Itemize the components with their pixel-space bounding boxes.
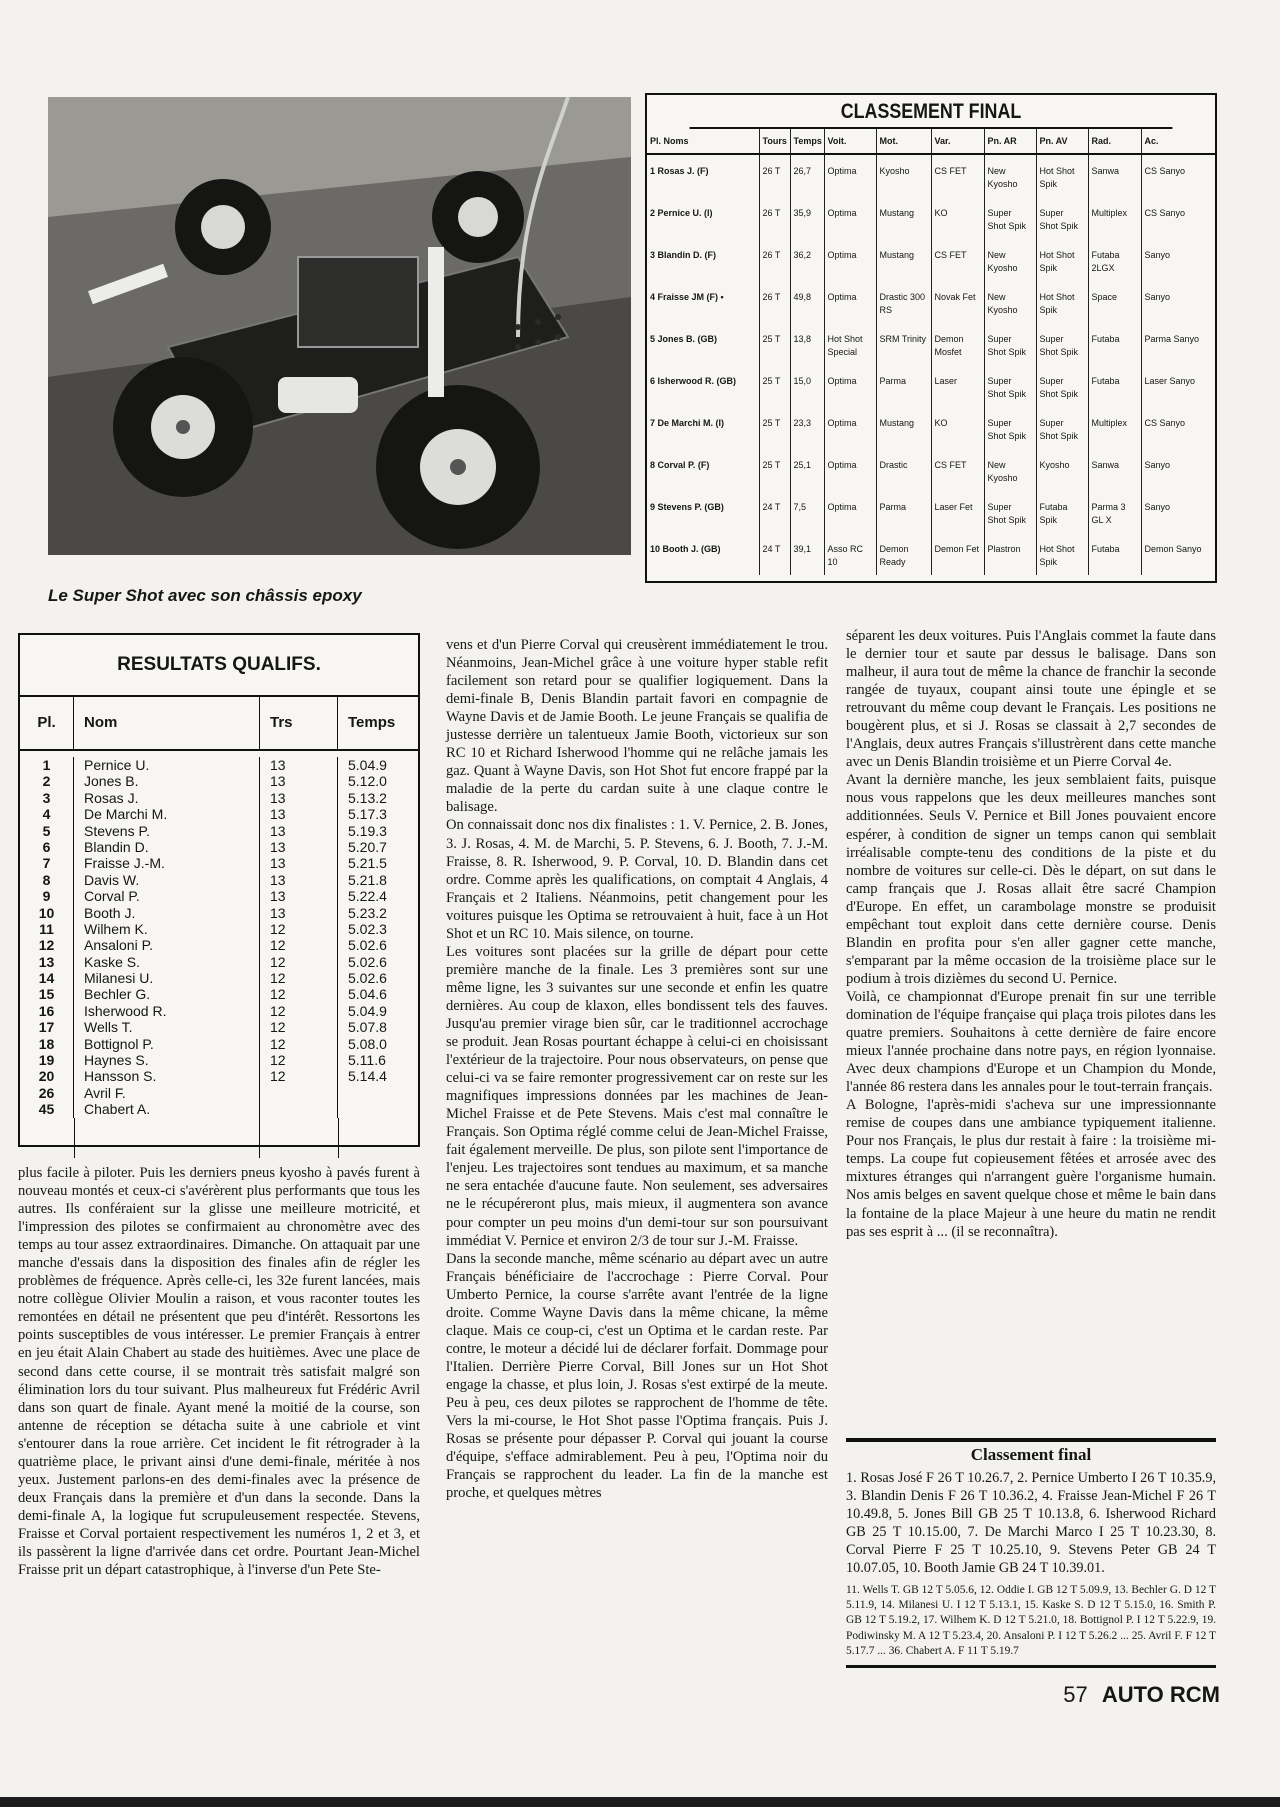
qualifs-row <box>20 855 418 871</box>
final-table-cell: Super Shot Spik <box>984 365 1036 407</box>
qualifs-cell: 12 <box>260 1052 338 1068</box>
article-paragraph: plus facile à piloter. Puis les derniers pneus kyosho à pavés furent à nouveau montés et ceux-ci s'avérèrent plus performants que tous les autres. Ils conféraient sur la glisse une meilleure motricité, et l'impression des pilotes se confirmaient au chronomètre avec des temps au tour assez extraordinaires. Dimanche. On attaquait par une manche d'essais dans la disposition des finales afin de régler les problèmes de fréquence. Après celle-ci, les 32e furent lancées, mais notre collègue Olivier Moulin a raison, et vous raconter toutes les remontées en détail ne présentent que peu d'intérêt. Ressortons les points susceptibles de vous intéresser. Le premier Français à entrer en jeu était Alain Chabert au stade des huitièmes. Avec une place de second dans cette course, il se montrait très satisfait malgré son élimination lors du tour suivant. Plus malheureux fut Frédéric Avril dans son quart de finale. Ayant mené la moitié de la course, son antenne de réception se détacha suite à une cabriole et vint s'entourer dans la roue arrière. Cet incident le fit rétrograder à la quatrième place, le privant ainsi d'une demi-finale, méritée à nos yeux. Justement parlons-en des demi-finales avec la présence de deux Français dans la première et d'un dans la seconde. Dans la demi-finale A, la logique fut scrupuleusement respectée. Stevens, Fraisse et Corval portaient respectivement les numéros 1, 2 et 3, et ils passèrent la ligne d'arrivée dans cet ordre. Pourtant Jean-Michel Fraisse prit un départ catastrophique, à l'inverse d'un Pete Ste- <box>18 1165 420 1579</box>
classement-final-box <box>846 1438 1216 1668</box>
final-header-row <box>647 129 1215 154</box>
qualifs-row <box>20 872 418 888</box>
final-table-cell: 25 T <box>759 365 790 407</box>
final-table-cell: Optima <box>824 365 876 407</box>
qualifs-cell: 5.22.4 <box>348 888 387 905</box>
qualifs-cell: 12 <box>260 1003 338 1019</box>
qualifs-row <box>20 1036 418 1052</box>
qualifs-row <box>20 954 418 970</box>
qualifs-header-cell: Trs <box>260 697 338 749</box>
final-table-cell: Super Shot Spik <box>1036 323 1088 365</box>
qualifs-cell: 18 <box>20 1036 74 1052</box>
qualifs-cell: 5 <box>20 823 74 839</box>
qualifs-cell: 5.14.4 <box>348 1068 387 1085</box>
final-table-cell: Sanyo <box>1144 250 1171 260</box>
qualifs-cell: 13 <box>260 790 338 806</box>
final-table-cell: New Kyosho <box>984 281 1036 323</box>
final-table-cell: Optima <box>824 491 876 533</box>
qualifs-cell: Corval P. <box>74 888 260 904</box>
final-table-cell: CS Sanyo <box>1144 208 1186 218</box>
final-table-cell: Mustang <box>876 239 931 281</box>
final-table-cell: 36,2 <box>790 239 824 281</box>
qualifs-cell: Haynes S. <box>74 1052 260 1068</box>
final-table-cell: 26,7 <box>790 154 824 197</box>
qualifs-cell: 3 <box>20 790 74 806</box>
final-table-cell: 5 Jones B. (GB) <box>647 323 759 365</box>
final-table-cell: KO <box>931 197 984 239</box>
final-header-cell: Ac. <box>1141 129 1215 154</box>
photo-caption: Le Super Shot avec son châssis epoxy <box>48 586 362 605</box>
qualifs-row <box>20 839 418 855</box>
qualifs-row <box>20 823 418 839</box>
qualifs-cell: 12 <box>260 1036 338 1052</box>
final-header-cell: Pl. Noms <box>647 129 759 154</box>
qualifs-header-cell: Nom <box>74 697 260 749</box>
final-results-grid <box>647 129 1215 575</box>
qualifs-cell: 45 <box>20 1101 74 1117</box>
qualifs-cell <box>338 1085 418 1101</box>
final-table-cell: Futaba <box>1088 323 1141 365</box>
qualifs-cell: 12 <box>260 1068 338 1084</box>
qualifs-cell: 12 <box>20 937 74 953</box>
qualifs-cell <box>260 1085 338 1101</box>
final-table-cell: KO <box>931 407 984 449</box>
final-table-cell: 25 T <box>759 407 790 449</box>
final-table-cell: Plastron <box>984 533 1036 575</box>
article-column-1 <box>18 1164 420 1579</box>
final-table-cell: 4 Fraisse JM (F) • <box>647 281 759 323</box>
qualifs-cell: Davis W. <box>74 872 260 888</box>
qualifs-cell: De Marchi M. <box>74 806 260 822</box>
qualifs-cell: 17 <box>20 1019 74 1035</box>
qualifs-cell: 5.23.2 <box>348 904 387 921</box>
qualifs-cell: 2 <box>20 773 74 789</box>
final-table-cell: Super Shot Spik <box>984 491 1036 533</box>
final-table-cell: 3 Blandin D. (F) <box>647 239 759 281</box>
qualifs-cell: 5.20.7 <box>348 838 387 855</box>
qualifs-cell <box>260 1101 338 1117</box>
qualifs-cell: Bechler G. <box>74 986 260 1002</box>
qualifs-cell: 9 <box>20 888 74 904</box>
qualifs-cell: 5.21.8 <box>348 871 387 888</box>
classement-final-table <box>645 93 1217 583</box>
qualifs-cell: 11 <box>20 921 74 937</box>
article-paragraph: Voilà, ce championnat d'Europe prenait fin sur une terrible domination de l'équipe française qui plaça trois pilotes dans les quatre premiers. Souhaitons à cette dernière de faire encore mieux l'année prochaine dans notre pays, en région lyonnaise. Avec deux champions d'Europe et un Champion du Monde, l'année 86 restera dans les annales pour le tout-terrain français. <box>846 988 1216 1096</box>
final-table-cell: 7,5 <box>790 491 824 533</box>
final-header-cell: Var. <box>931 129 984 154</box>
final-table-cell: Optima <box>824 197 876 239</box>
article-paragraph: Avant la dernière manche, les jeux semblaient faits, puisque nous vous rappelons que les deux meilleures manches sont additionnées. Seuls V. Pernice et Bill Jones pouvaient encore espérer, à condition de signer un temps canon qui semblait irréalisable compte-tenu des conditions de la piste et du nombre de voitures sur celle-ci. Dès le départ, on sut dans le camp français que J. Rosas allait être sacré Champion d'Europe. En effet, un carambolage monstre se produisit empêchant tout exploit dans cette dernière course. Denis Blandin en profita pour s'en aller gagner cette manche, s'emparant par la même occasion de la troisième place sur le podium à trois dizièmes du second U. Pernice. <box>846 772 1216 987</box>
final-table-cell: Super Shot Spik <box>1036 365 1088 407</box>
final-table-cell: 26 T <box>759 281 790 323</box>
final-table-row <box>647 281 1215 323</box>
qualifs-cell: 12 <box>260 986 338 1002</box>
final-table-cell: Hot Shot Spik <box>1036 533 1088 575</box>
qualifs-cell: 20 <box>20 1068 74 1084</box>
final-table-cell: Multiplex <box>1088 407 1141 449</box>
final-table-cell: Laser <box>931 365 984 407</box>
final-table-cell: Futaba Spik <box>1036 491 1088 533</box>
final-header-cell: Voit. <box>824 129 876 154</box>
qualifs-cell: 13 <box>260 839 338 855</box>
qualifs-cell: 5.04.9 <box>348 757 387 773</box>
qualifs-cell: 12 <box>260 1019 338 1035</box>
qualifs-cell: 13 <box>260 888 338 904</box>
final-table-cell: Optima <box>824 407 876 449</box>
qualifs-cell: 10 <box>20 905 74 921</box>
qualifs-cell: Rosas J. <box>74 790 260 806</box>
final-table-cell: Optima <box>824 449 876 491</box>
qualifs-cell: Jones B. <box>74 773 260 789</box>
qualifs-cell: 5.19.3 <box>348 822 387 839</box>
final-header-cell: Pn. AR <box>984 129 1036 154</box>
qualifs-cell: 19 <box>20 1052 74 1068</box>
final-table-cell: Kyosho <box>1036 449 1088 491</box>
final-table-row <box>647 491 1215 533</box>
final-table-cell: 24 T <box>759 533 790 575</box>
article-paragraph: séparent les deux voitures. Puis l'Anglais commet la faute dans le dernier tour et saute par dessus le balisage. Dans son malheur, il aura tout de même la chance de franchir la seconde rangée de tuyaux, coupant ainsi toute une épingle et se retrouvant du même coup devant le Français. Les positions ne bougèrent plus, et si J. Rosas se classait à 2,7 secondes de l'Anglais, deux autres Français s'illustrèrent dans cette manche avec un Denis Blandin troisième et un Pierre Corval 4e. <box>846 628 1216 771</box>
qualifs-row <box>20 1068 418 1084</box>
final-table-row <box>647 533 1215 575</box>
bottom-edge-strip <box>0 1797 1280 1807</box>
final-table-cell: CS FET <box>931 449 984 491</box>
final-table-cell: Optima <box>824 154 876 197</box>
final-table-cell: Sanwa <box>1088 449 1141 491</box>
final-table-cell: Novak Fet <box>931 281 984 323</box>
final-table-row <box>647 197 1215 239</box>
qualifs-cell: Pernice U. <box>74 757 260 773</box>
final-table-cell: SRM Trinity <box>876 323 931 365</box>
final-table-cell: 7 De Marchi M. (I) <box>647 407 759 449</box>
qualifs-cell: 5.11.6 <box>348 1052 386 1069</box>
final-table-cell: Sanyo <box>1144 460 1171 470</box>
final-table-cell: Sanwa <box>1088 154 1141 197</box>
qualifs-cell: 5.21.5 <box>348 855 387 872</box>
final-table-row <box>647 154 1215 197</box>
box-rule-bottom <box>846 1665 1216 1668</box>
final-table-cell: 6 Isherwood R. (GB) <box>647 365 759 407</box>
final-table-cell: Parma Sanyo <box>1144 334 1200 344</box>
qualifs-header-cell: Temps <box>348 714 396 731</box>
qualifs-row <box>20 905 418 921</box>
final-table-cell: 39,1 <box>790 533 824 575</box>
final-header-cell: Rad. <box>1088 129 1141 154</box>
qualifs-cell: 5.07.8 <box>348 1019 387 1036</box>
classement-box-small: 11. Wells T. GB 12 T 5.05.6, 12. Oddie I. GB 12 T 5.09.9, 13. Bechler G. D 12 T 5.11.9, 14. Milanesi U. I 12 T 5.13.1, 15. Kaske S. D 12 T 5.15.0, 16. Smith P. GB 12 T 5.19.2, 17. Wilhem K. D 12 T 5.21.0, 18. Bottignol P. I 12 T 5.22.9, 19. Podiwinsky M. A 12 T 5.23.4, 20. Ansaloni P. I 12 T 5.26.2 ... 25. Avril F. F 12 T 5.17.7 ... 36. Chabert A. F 11 T 5.19.7 <box>846 1584 1216 1657</box>
article-column-3 <box>846 627 1216 1241</box>
final-table-row <box>647 239 1215 281</box>
final-table-cell: 25 T <box>759 449 790 491</box>
qualifs-cell: 5.02.6 <box>348 937 387 954</box>
qualifs-cell: 5.17.3 <box>348 806 387 823</box>
final-table-cell: Futaba <box>1088 365 1141 407</box>
qualifs-empty-cell <box>20 1118 75 1158</box>
final-table-cell: 25,1 <box>790 449 824 491</box>
qualifs-cell: 5.04.6 <box>348 986 387 1003</box>
qualifs-row <box>20 1052 418 1068</box>
final-table-cell: Super Shot Spik <box>984 197 1036 239</box>
final-table-row <box>647 365 1215 407</box>
qualifs-title: RESULTATS QUALIFS. <box>20 635 418 697</box>
qualifs-cell: 13 <box>260 872 338 888</box>
qualifs-row <box>20 1085 418 1101</box>
article-paragraph: Les voitures sont placées sur la grille de départ pour cette première manche de la finale. Les 3 premières sont sur une même ligne, les 3 suivantes sur une seconde et enfin les quatre dernières. Au coup de klaxon, elles bondissent tels des fauves. Jusqu'au premier virage bien sûr, car le traditionnel accrochage se produit. Jean Rosas pourtant échappe à celui-ci en choisissant l'extérieur de la trajectoire. Pour nous observateurs, on pense que celui-ci va se faire remonter progressivement car on reste sur les magnifiques impressions données par les machines de Jean-Michel Fraisse et de Pete Stevens. Mais c'est mal connaître le Français. Son Optima réglé comme celui de Jean-Michel Fraisse, fait également merveille. De plus, son pilote sent l'importance de l'enjeu. Les trajectoires sont tendues au maximum, et sa manche ne sera entachée d'aucune faute. Non seulement, ses adversaires ne le récupéreront plus, mais mieux, il augmentera son avance pour compter un peu moins d'un demi-tour sur son poursuivant immédiat V. Pernice et environ 2/3 de tour sur J.-M. Fraisse. <box>446 943 828 1249</box>
qualifs-empty-cell <box>260 1118 338 1158</box>
magazine-brand: AUTO RCM <box>1101 1682 1220 1707</box>
qualifs-cell: 13 <box>260 806 338 822</box>
classement-box-title: Classement final <box>970 1445 1092 1464</box>
final-header-cell: Tours <box>759 129 790 154</box>
qualifs-cell: 13 <box>260 855 338 871</box>
qualifs-cell: 12 <box>260 921 338 937</box>
final-table-cell: Mustang <box>876 407 931 449</box>
qualifs-header-cell: Pl. <box>20 697 74 749</box>
buggy-photo <box>48 97 631 555</box>
final-table-cell: Demon Ready <box>876 533 931 575</box>
qualifs-cell: 13 <box>260 905 338 921</box>
final-header-cell: Pn. AV <box>1036 129 1088 154</box>
qualifs-cell: 5.08.0 <box>348 1035 387 1052</box>
final-table-cell: 10 Booth J. (GB) <box>647 533 759 575</box>
final-table-cell: 49,8 <box>790 281 824 323</box>
qualifs-cell: Blandin D. <box>74 839 260 855</box>
final-table-row <box>647 407 1215 449</box>
final-table-cell: Laser Fet <box>931 491 984 533</box>
qualifs-row <box>20 921 418 937</box>
final-table-cell: Hot Shot Spik <box>1036 154 1088 197</box>
qualifs-cell: Isherwood R. <box>74 1003 260 1019</box>
final-table-cell: Sanyo <box>1144 292 1171 302</box>
qualifs-cell: 14 <box>20 970 74 986</box>
qualifs-cell: 13 <box>260 773 338 789</box>
final-table-row <box>647 323 1215 365</box>
qualifs-cell: Ansaloni P. <box>74 937 260 953</box>
qualifs-body <box>20 751 418 1158</box>
final-table-cell: 26 T <box>759 154 790 197</box>
final-table-cell: Asso RC 10 <box>824 533 876 575</box>
qualifs-cell: Fraisse J.-M. <box>74 855 260 871</box>
qualifs-cell: 12 <box>260 970 338 986</box>
qualifs-cell: 5.04.9 <box>348 1002 387 1019</box>
qualifs-cell: 5.02.3 <box>348 920 387 937</box>
final-table-cell: Laser Sanyo <box>1144 376 1196 386</box>
final-table-cell: 24 T <box>759 491 790 533</box>
final-table-cell: Super Shot Spik <box>1036 197 1088 239</box>
qualifs-row <box>20 1101 418 1117</box>
final-table-cell: 1 Rosas J. (F) <box>647 154 759 197</box>
qualifs-empty-cell <box>339 1118 418 1158</box>
qualifs-cell: 16 <box>20 1003 74 1019</box>
final-table-cell: CS FET <box>931 154 984 197</box>
qualifs-cell: Stevens P. <box>74 823 260 839</box>
final-table-cell: New Kyosho <box>984 449 1036 491</box>
final-table-cell: Mustang <box>876 197 931 239</box>
qualifs-cell: 8 <box>20 872 74 888</box>
final-table-cell: 26 T <box>759 197 790 239</box>
final-table-cell: 9 Stevens P. (GB) <box>647 491 759 533</box>
final-table-cell: Demon Mosfet <box>931 323 984 365</box>
qualifs-row <box>20 970 418 986</box>
final-table-cell: Super Shot Spik <box>1036 407 1088 449</box>
qualifs-row <box>20 986 418 1002</box>
final-table-cell: Demon Sanyo <box>1144 544 1202 554</box>
qualifs-cell: 5.12.0 <box>348 773 387 790</box>
qualifs-cell: 13 <box>20 954 74 970</box>
qualifs-cell: Kaske S. <box>74 954 260 970</box>
qualifs-cell: Bottignol P. <box>74 1036 260 1052</box>
final-table-cell: Super Shot Spik <box>984 323 1036 365</box>
qualifs-cell: 13 <box>260 823 338 839</box>
qualifs-cell: 12 <box>260 937 338 953</box>
resultats-qualifs-table <box>18 633 420 1147</box>
qualifs-cell: 4 <box>20 806 74 822</box>
final-table-cell: CS Sanyo <box>1144 418 1186 428</box>
classement-final-title: CLASSEMENT FINAL <box>690 95 1173 129</box>
qualifs-cell: 26 <box>20 1085 74 1101</box>
final-table-cell: Futaba 2LGX <box>1088 239 1141 281</box>
final-table-cell: Demon Fet <box>931 533 984 575</box>
final-table-cell: 25 T <box>759 323 790 365</box>
final-table-cell: 2 Pernice U. (I) <box>647 197 759 239</box>
article-paragraph: Dans la seconde manche, même scénario au départ avec un autre Français bénéficiaire de l'accrochage : Pierre Corval. Pour Umberto Pernice, la course s'arrête avant l'entrée de la ligne droite. Comme Wayne Davis dans la même chicane, la même claque. Mais ce coup-ci, c'est un Optima et le cardan reste. Par contre, le moteur a décidé lui de déclarer forfait. Dommage pour l'Italien. Derrière Pierre Corval, Bill Jones sur un Hot Shot engage la chasse, et plus loin, J. Rosas s'est extirpé de la meute. Peu à peu, ces deux pilotes se rapprochent de l'homme de tête. Vers la mi-course, le Hot Shot passe l'Optima français. Puis J. Rosas se présente pour dépasser P. Corval qui jouant la course d'équipe, s'efface admirablement. Peu à peu, l'Optima noir du Français se rapprochent du leader. La fin de la manche est proche, et quelques mètres <box>446 1250 828 1502</box>
page-footer <box>1063 1682 1220 1708</box>
classement-box-main: 1. Rosas José F 26 T 10.26.7, 2. Pernice Umberto I 26 T 10.35.9, 3. Blandin Denis F 26 T 10.36.2, 4. Fraisse Jean-Michel F 26 T 10.49.8, 5. Jones Bill GB 25 T 10.13.8, 6. Isherwood Richard GB 25 T 10.15.00, 7. De Marchi Marco I 25 T 10.23.30, 8. Corval Pierre F 25 T 10.25.10, 9. Stevens Peter GB 24 T 10.07.05, 10. Booth Jamie GB 24 T 10.39.01. <box>846 1470 1216 1576</box>
qualifs-cell: 6 <box>20 839 74 855</box>
final-table-cell: Multiplex <box>1088 197 1141 239</box>
box-rule-top <box>846 1438 1216 1442</box>
article-paragraph: On connaissait donc nos dix finalistes : 1. V. Pernice, 2. B. Jones, 3. J. Rosas, 4. M. de Marchi, 5. P. Stevens, 6. J. Booth, 7. J.-M. Fraisse, 8. R. Isherwood, 9. P. Corval, 10. D. Blandin dans cet ordre. Comme après les qualifications, on comptait 4 Anglais, 4 Français et 2 Italiens. Néanmoins, petit changement pour les voitures puisque les Optima se retrouvaient à huit, face à un Hot Shot et un RC 10. Mais silence, on tourne. <box>446 817 828 942</box>
buggy-illustration <box>48 97 631 555</box>
qualifs-row <box>20 1019 418 1035</box>
qualifs-header-row <box>20 697 418 751</box>
page-number: 57 <box>1063 1682 1088 1707</box>
article-paragraph: vens et d'un Pierre Corval qui creusèrent immédiatement le trou. Néanmoins, Jean-Michel grâce à une voiture hyper stable refit facilement son retard pour se qualifier logiquement. Dans la demi-finale B, Denis Blandin partait favori en compagnie de Wayne Davis et de Jamie Booth. Le jeune Français se qualifia de justesse derrière un talentueux Jamie Booth, victorieux sur son RC 10 et Richard Isherwood l'homme qui ne relâche jamais les gaz. Quant à Wayne Davis, son Hot Shot fut encore frappé par la maladie de la perte du cardan suite à une claque contre le balisage. <box>446 637 828 816</box>
final-table-cell: Optima <box>824 239 876 281</box>
qualifs-cell: Booth J. <box>74 905 260 921</box>
final-table-cell: Hot Shot Spik <box>1036 281 1088 323</box>
final-table-body <box>647 154 1215 575</box>
qualifs-cell: 15 <box>20 986 74 1002</box>
final-table-cell: New Kyosho <box>984 154 1036 197</box>
qualifs-cell: Chabert A. <box>74 1101 260 1117</box>
final-table-cell: 23,3 <box>790 407 824 449</box>
qualifs-cell: Milanesi U. <box>74 970 260 986</box>
final-table-cell: CS FET <box>931 239 984 281</box>
final-table-cell: Space <box>1088 281 1141 323</box>
final-table-cell: CS Sanyo <box>1144 166 1186 176</box>
qualifs-row <box>20 773 418 789</box>
final-table-cell: Drastic 300 RS <box>876 281 931 323</box>
qualifs-cell: 5.13.2 <box>348 789 387 806</box>
qualifs-cell: 1 <box>20 757 74 773</box>
final-table-cell: New Kyosho <box>984 239 1036 281</box>
final-header-cell: Mot. <box>876 129 931 154</box>
final-table-cell: Hot Shot Spik <box>1036 239 1088 281</box>
qualifs-row <box>20 1003 418 1019</box>
qualifs-cell: Wilhem K. <box>74 921 260 937</box>
qualifs-cell: Wells T. <box>74 1019 260 1035</box>
final-table-cell: 13,8 <box>790 323 824 365</box>
qualifs-row <box>20 937 418 953</box>
qualifs-row <box>20 888 418 904</box>
final-table-cell: Sanyo <box>1144 502 1171 512</box>
final-table-cell: Kyosho <box>876 154 931 197</box>
qualifs-cell: Avril F. <box>74 1085 260 1101</box>
final-table-cell: Parma 3 GL X <box>1088 491 1141 533</box>
qualifs-row <box>20 790 418 806</box>
final-table-cell: 8 Corval P. (F) <box>647 449 759 491</box>
article-column-2 <box>446 636 828 1502</box>
final-table-cell: Parma <box>876 365 931 407</box>
final-table-cell: Hot Shot Special <box>824 323 876 365</box>
qualifs-cell <box>338 1101 418 1117</box>
qualifs-cell: Hansson S. <box>74 1068 260 1084</box>
final-table-cell: Drastic <box>876 449 931 491</box>
final-table-row <box>647 449 1215 491</box>
qualifs-filler <box>20 1118 418 1158</box>
final-header-cell: Temps <box>790 129 824 154</box>
qualifs-cell: 12 <box>260 954 338 970</box>
final-table-cell: Parma <box>876 491 931 533</box>
article-paragraph: A Bologne, l'après-midi s'acheva sur une impressionnante remise de coupes dans une ambiance typiquement italienne. Pour nos Français, le plus dur restait à faire : la troisième mi-temps. La coupe fut copieusement fêtées et arrosée avec des mixtures étranges qui n'arrangent guère l'organisme humain. Nos amis belges en savent quelque chose et même le bain dans la fontaine de la place Majeur à une heure du matin ne rendit pas ses esprit à ... (il se reconnaîtra). <box>846 1097 1216 1240</box>
final-table-cell: Futaba <box>1088 533 1141 575</box>
qualifs-row <box>20 806 418 822</box>
qualifs-cell: 13 <box>260 757 338 773</box>
qualifs-cell: 5.02.6 <box>348 970 387 987</box>
qualifs-cell: 7 <box>20 855 74 871</box>
qualifs-empty-cell <box>75 1118 261 1158</box>
final-table-cell: 26 T <box>759 239 790 281</box>
final-table-cell: Super Shot Spik <box>984 407 1036 449</box>
qualifs-cell: 5.02.6 <box>348 953 387 970</box>
final-table-cell: Optima <box>824 281 876 323</box>
final-table-cell: 35,9 <box>790 197 824 239</box>
qualifs-row <box>20 757 418 773</box>
final-table-cell: 15,0 <box>790 365 824 407</box>
